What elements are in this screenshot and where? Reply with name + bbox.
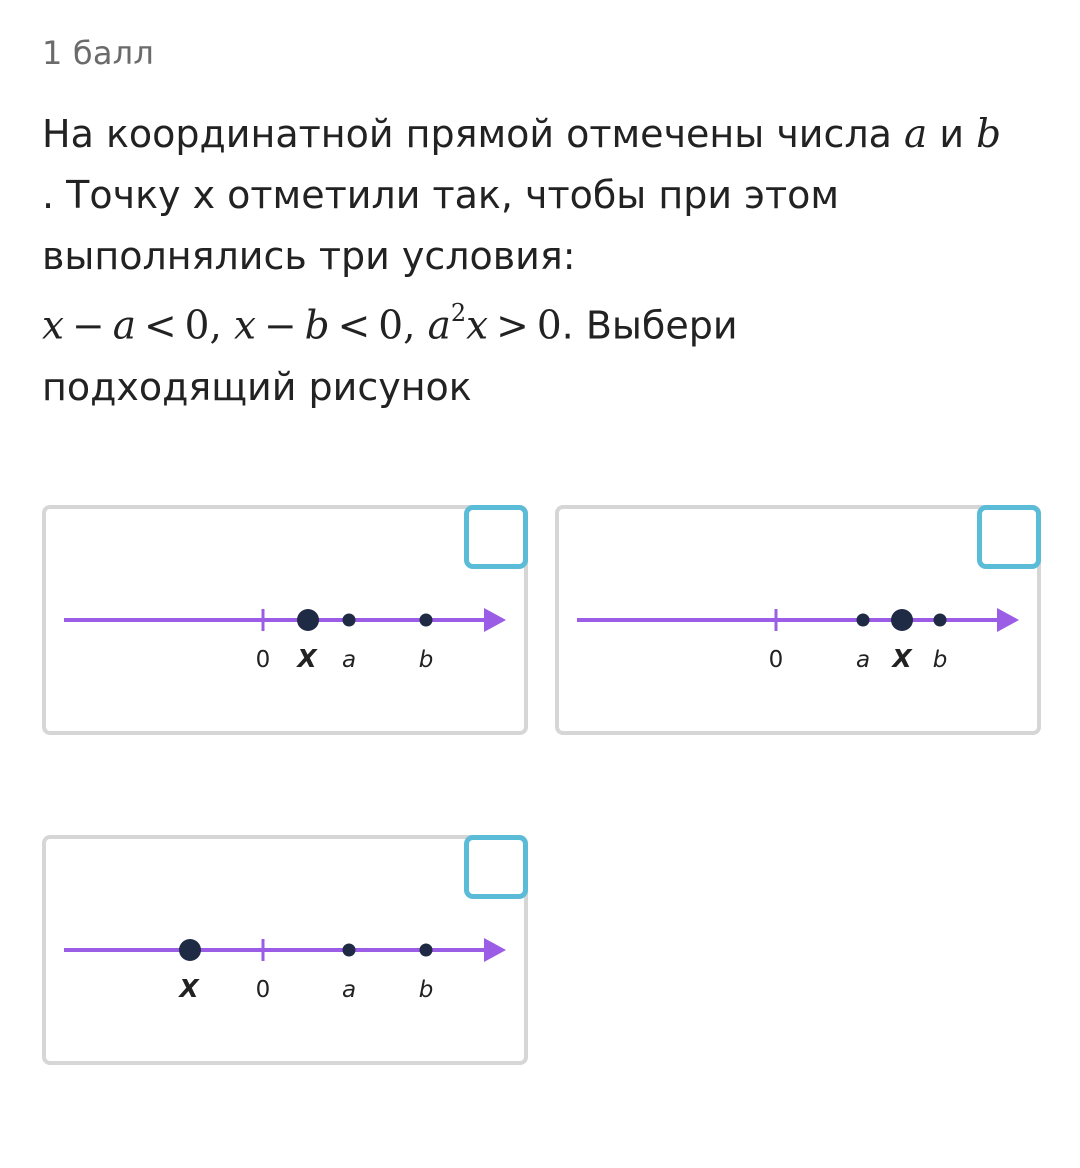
label-a: a — [855, 647, 871, 673]
number-line-figure — [46, 509, 524, 731]
math-a: a — [427, 303, 451, 349]
math-zero: 0, — [184, 303, 222, 349]
point-x — [179, 939, 201, 961]
point-a — [857, 614, 870, 627]
math-less-than: < — [143, 303, 177, 349]
math-exponent: 2 — [450, 299, 467, 327]
math-minus: − — [72, 303, 105, 349]
math-minus: − — [263, 303, 297, 349]
axis-arrow-icon — [997, 608, 1019, 632]
label-x: X — [297, 644, 317, 673]
option-checkbox[interactable] — [977, 505, 1041, 569]
question-line-5: подходящий рисунок — [42, 364, 472, 409]
label-b: b — [418, 647, 434, 673]
math-zero: 0 — [536, 303, 562, 349]
point-b — [420, 944, 433, 957]
answer-option-3[interactable] — [42, 835, 528, 1065]
math-a: a — [112, 303, 136, 349]
math-greater-than: > — [496, 303, 529, 349]
label-zero: 0 — [255, 647, 271, 673]
label-x: X — [179, 974, 199, 1003]
math-b: b — [304, 303, 330, 349]
point-x — [297, 609, 319, 631]
question-line-2: . Точку x отметили так, чтобы при этом — [42, 173, 840, 217]
option-checkbox[interactable] — [464, 835, 528, 899]
axis-arrow-icon — [484, 938, 506, 962]
answer-option-1[interactable] — [42, 505, 528, 735]
math-var-b: b — [976, 112, 1002, 157]
label-b: b — [418, 977, 434, 1003]
point-a — [343, 944, 356, 957]
number-line-figure — [559, 509, 1037, 731]
number-line-figure — [46, 839, 524, 1061]
question-conj: и — [927, 112, 977, 156]
math-less-than: < — [337, 303, 371, 349]
question-line-4 — [42, 287, 1032, 357]
math-x: x — [233, 303, 256, 349]
question-text — [42, 104, 1032, 418]
math-var-a: a — [904, 112, 928, 157]
label-b: b — [932, 647, 948, 673]
question-line-1 — [42, 104, 1032, 165]
label-zero: 0 — [255, 977, 271, 1003]
question-text-part: На координатной прямой отмечены числа — [42, 112, 905, 156]
point-a — [343, 614, 356, 627]
math-x: x — [42, 303, 64, 349]
label-zero: 0 — [768, 647, 784, 673]
question-text-part: . Выбери — [561, 303, 738, 348]
label-a: a — [341, 977, 357, 1003]
math-zero: 0, — [378, 303, 416, 349]
points-label: 1 балл — [42, 34, 154, 72]
math-x: x — [466, 303, 489, 349]
answer-option-2[interactable] — [555, 505, 1041, 735]
point-b — [420, 614, 433, 627]
option-checkbox[interactable] — [464, 505, 528, 569]
point-b — [934, 614, 947, 627]
label-a: a — [341, 647, 357, 673]
question-line-3: выполнялись три условия: — [42, 234, 576, 278]
label-x: X — [892, 644, 912, 673]
axis-arrow-icon — [484, 608, 506, 632]
point-x — [891, 609, 913, 631]
